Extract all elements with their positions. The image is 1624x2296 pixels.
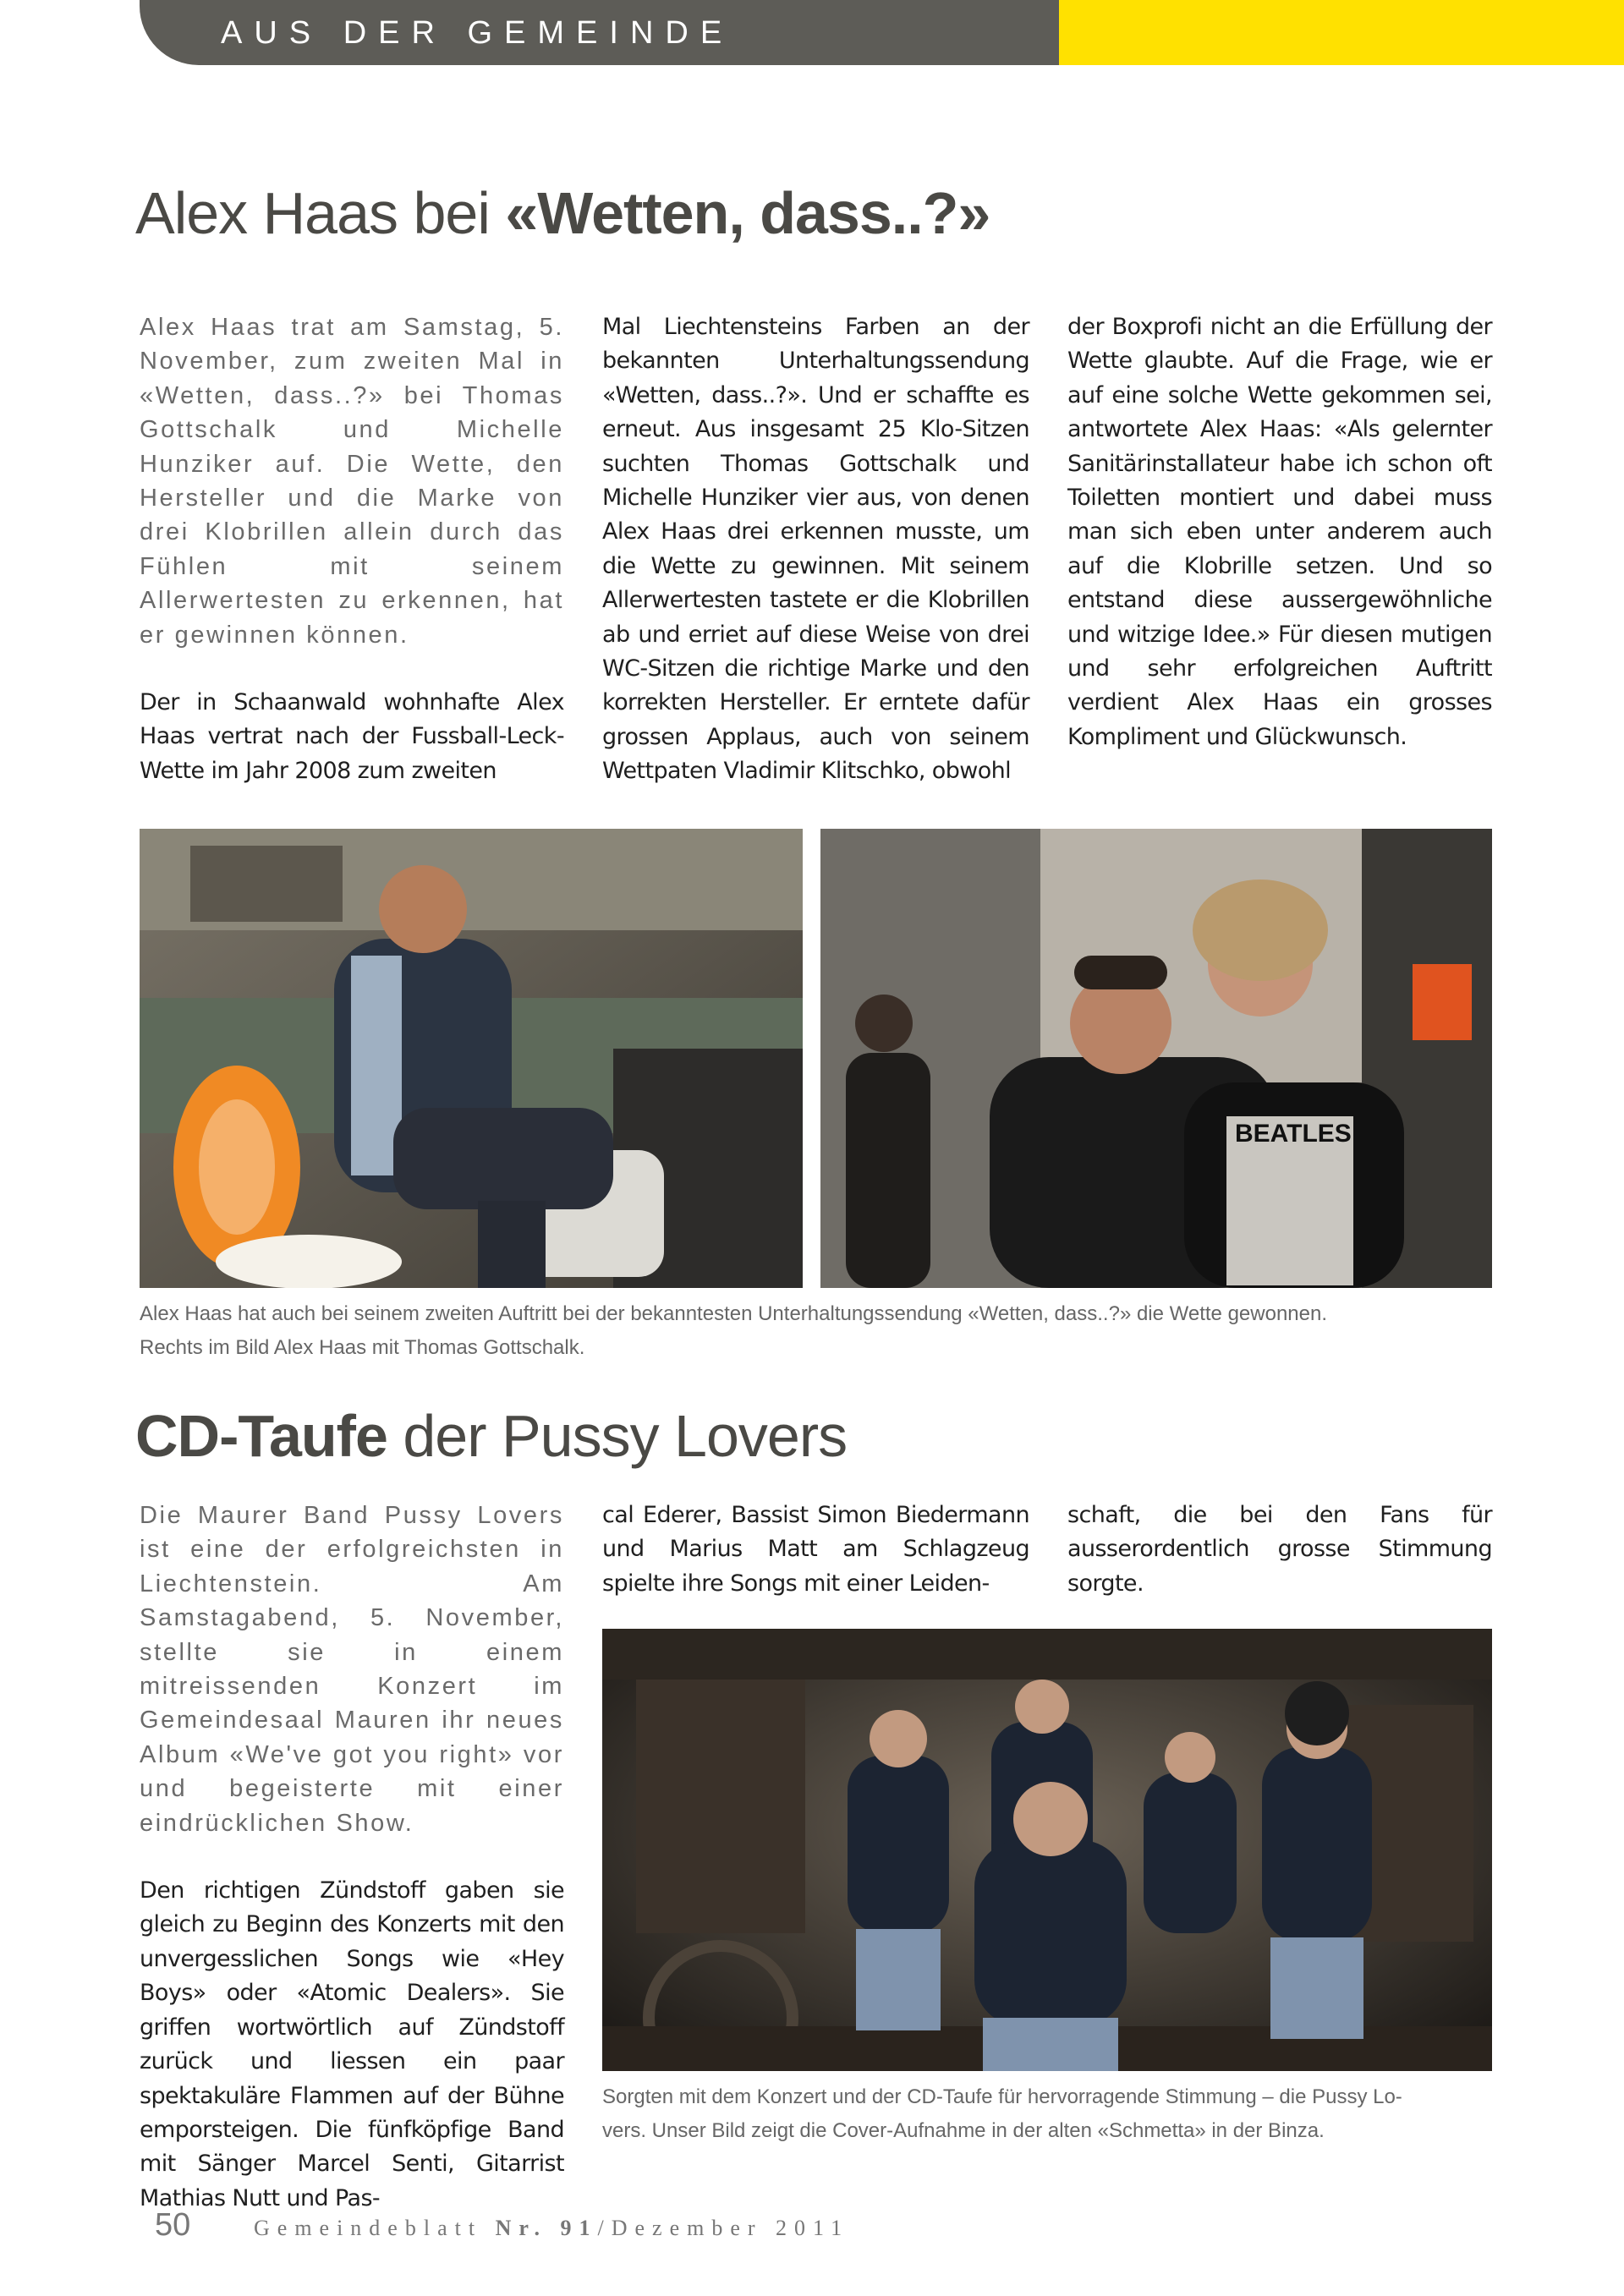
section-header — [140, 0, 1059, 65]
header-accent-bar — [1059, 0, 1624, 65]
article-1-column-2: Mal Liechtensteins Farben an der bekannten Unterhaltungssendung «Wetten, dass..?». Und er schaffte es erneut. Aus insgesamt 25 Klo-Sitzen suchten Thomas Gottschalk und Michelle Hunziker vier aus, von denen Alex Haas drei erkennen musste, um die Wette zu gewinnen. Mit seinem Allerwertesten tastete er die Klobrillen ab und erriet auf diese Weise von drei WC-Sitzen die richtige Marke und den korrekten Hersteller. Er erntete dafür grossen Applaus, auch von seinem Wettpaten Vladimir Klitschko, obwohl — [602, 314, 1029, 785]
article-1-lead: Alex Haas trat am Samstag, 5. November, zum zweiten Mal in «Wetten, dass..?» bei Thomas Gottschalk und Michelle Hunziker auf. Die Wette, den Hersteller und die Marke von drei Klobrillen allein durch das Fühlen mit seinem Allerwertesten zu erkennen, hat er gewinnen können. — [140, 314, 564, 649]
photo-alex-haas-gottschalk — [820, 829, 1492, 1288]
photo-caption-2-line-1: Sorgten mit dem Konzert und der CD-Taufe für hervorragende Stimmung – die Pussy Lo- — [602, 2085, 1402, 2108]
photo-pussy-lovers-band — [602, 1629, 1492, 2071]
article-1-title-plain: Alex Haas bei — [135, 180, 506, 246]
issue-number: Nr. 91 — [495, 2216, 598, 2240]
article-1-paragraph: Der in Schaanwald wohnhafte Alex Haas vertrat nach der Fussball-Leck-Wette im Jahr 2008 zum zweiten — [140, 689, 564, 784]
article-2-column-3: schaft, die bei den Fans für ausserordentlich grosse Stimmung sorgte. — [1067, 1502, 1492, 1597]
article-1-title-bold: «Wetten, dass..?» — [505, 180, 990, 246]
article-2-column-1 — [140, 1499, 564, 2216]
article-2-title-bold: CD-Taufe — [135, 1403, 387, 1469]
photo-caption-2 — [602, 2080, 1492, 2148]
page-number: 50 — [155, 2207, 191, 2243]
section-title: AUS DER GEMEINDE — [221, 15, 734, 51]
photo-caption-1 — [140, 1297, 1493, 1365]
issue-date: /Dezember 2011 — [597, 2216, 850, 2240]
publication-name: Gemeindeblatt — [254, 2216, 496, 2240]
photo-caption-1-line-2: Rechts im Bild Alex Haas mit Thomas Gottschalk. — [140, 1336, 585, 1359]
photo-caption-1-line-1: Alex Haas hat auch bei seinem zweiten Auftritt bei der bekanntesten Unterhaltungssendung «Wetten, dass..?» die Wette gewonnen. — [140, 1302, 1327, 1325]
article-2-lead: Die Maurer Band Pussy Lovers ist eine der erfolgreichsten in Liechtenstein. Am Samstagabend, 5. November, stellte sie in einem mitreissenden Konzert im Gemeindesaal Mauren ihr neues Album «We've got you right» vor und begeisterte mit einer eindrücklichen Show. — [140, 1502, 564, 1837]
article-1-column-1 — [140, 310, 564, 788]
article-2-title-plain: der Pussy Lovers — [387, 1403, 848, 1469]
article-2-column-2: cal Ederer, Bassist Simon Biedermann und Marius Matt am Schlagzeug spielte ihre Songs mit einer Leiden- — [602, 1502, 1029, 1597]
publication-line — [254, 2216, 849, 2241]
svg-text:BEATLES: BEATLES — [1235, 1120, 1352, 1148]
article-2-paragraph: Den richtigen Zündstoff gaben sie gleich zu Beginn des Konzerts mit den unvergesslichen Songs wie «Hey Boys» oder «Atomic Dealers». Sie griffen wortwörtlich auf Zündstoff zurück und liessen ein paar spektakuläre Flammen auf der Bühne emporsteigen. Die fünfköpfige Band mit Sänger Marcel Senti, Gitarrist Mathias Nutt und Pas- — [140, 1877, 564, 2211]
article-2-title — [135, 1402, 847, 1470]
article-1-title — [135, 179, 990, 247]
photo-caption-2-line-2: vers. Unser Bild zeigt die Cover-Aufnahme in der alten «Schmetta» in der Binza. — [602, 2119, 1325, 2142]
photo-alex-haas-toilet — [140, 829, 803, 1288]
article-1-column-3: der Boxprofi nicht an die Erfüllung der Wette glaubte. Auf die Frage, wie er auf eine solche Wette gekommen sei, antwortete Alex Haas: «Als gelernter Sanitärinstallateur habe ich schon oft Toiletten montiert und dabei muss man sich eben unter anderem auch auf die Klobrille setzen. Und so entstand diese aussergewöhnliche und witzige Idee.» Für diesen mutigen und sehr erfolgreichen Auftritt verdient Alex Haas ein grosses Kompliment und Glückwunsch. — [1067, 314, 1492, 750]
